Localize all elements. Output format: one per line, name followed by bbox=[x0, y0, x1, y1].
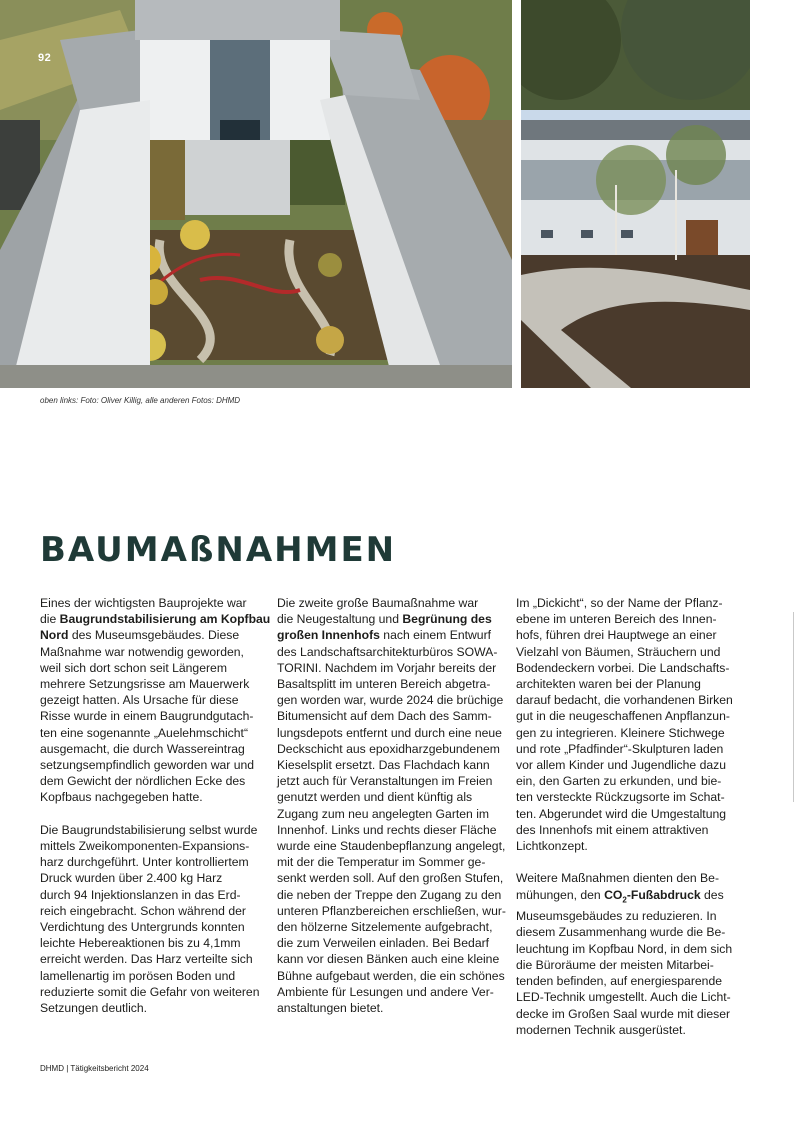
text-line: genutzt werden und dient künftig als bbox=[277, 790, 473, 805]
text-line: und rote „Pfadfinder“-Skulpturen laden bbox=[516, 741, 724, 756]
text-line: gezeigt hatten. Als Ursache für diese bbox=[40, 693, 239, 708]
text-line bbox=[277, 611, 505, 627]
garden-photo bbox=[521, 0, 750, 388]
bold-term: -Fußabdruck bbox=[626, 887, 701, 902]
text-line: decke im Großen Saal wurde mit dieser bbox=[516, 1006, 731, 1021]
text-column-2 bbox=[277, 595, 505, 1032]
text-line: Kieselsplit ersetzt. Das Flachdach kann bbox=[277, 758, 490, 773]
text-line: ten versteckte Rückzugsorte im Schat- bbox=[516, 790, 725, 805]
paragraph bbox=[40, 595, 271, 806]
text-column-1 bbox=[40, 595, 271, 1032]
text-line: wurde eine Staudenbepflanzung angelegt, bbox=[277, 839, 506, 854]
paragraph bbox=[516, 595, 752, 854]
bold-term: großen Innenhofs bbox=[277, 628, 380, 643]
photo-credit: oben links: Foto: Oliver Killig, alle anderen Fotos: DHMD bbox=[40, 396, 241, 405]
bold-term: Nord bbox=[40, 628, 69, 643]
text-line: Deckschicht aus epoxidharzgebundenem bbox=[277, 741, 500, 756]
text-line: gut in die neugeschaffenen Anpflanzun- bbox=[516, 709, 730, 724]
text-line: dem Gewicht der nördlichen Ecke des bbox=[40, 774, 246, 789]
text-line: Vielzahl von Bäumen, Sträuchern und bbox=[516, 644, 721, 659]
text-line: darauf bedacht, die vorhandenen Birken bbox=[516, 693, 733, 708]
text-column-3 bbox=[516, 595, 752, 1054]
text-line: gen zu integrieren. Kleinere Stichwege bbox=[516, 725, 725, 740]
bold-term: Baugrundstabilisierung am Kopfbau bbox=[59, 612, 271, 627]
paragraph bbox=[277, 595, 505, 1016]
text-line: Risse wurde in einem Baugrundgutach- bbox=[40, 709, 254, 724]
paragraph bbox=[40, 822, 268, 1016]
text-line: harz durchgeführt. Unter kontrolliertem bbox=[40, 855, 249, 870]
bold-term: CO bbox=[604, 887, 623, 902]
subscript: 2 bbox=[622, 895, 627, 905]
text-line: Maßnahme war notwendig geworden, bbox=[40, 644, 244, 659]
text-line: Bodendeckern vorbei. Die Landschafts- bbox=[516, 660, 730, 675]
text-line: Bühne aufgebaut werden, die ein schönes bbox=[277, 968, 505, 983]
text-line: des Landschaftsarchitekturbüros SOWA- bbox=[277, 644, 498, 659]
text-line: anstaltungen bietet. bbox=[277, 1001, 384, 1016]
text-line: den hölzerne Sitzelemente aufgebracht, bbox=[277, 920, 493, 935]
text-line: die Büroräume der meisten Mitarbei- bbox=[516, 957, 714, 972]
text-line: leuchtung im Kopfbau Nord, in dem sich bbox=[516, 941, 733, 956]
text-line: jetzt auch für Veranstaltungen im Freien bbox=[277, 774, 493, 789]
text-line: leichte Hebereaktionen bis zu 4,1mm bbox=[40, 936, 241, 951]
text-line: Kopfbaus nachgegeben hatte. bbox=[40, 790, 203, 805]
text-line: ein, den Garten zu erkunden, und bie- bbox=[516, 774, 722, 789]
aerial-courtyard-photo bbox=[0, 0, 512, 388]
text-line: mittels Zweikomponenten-Expansions- bbox=[40, 839, 250, 854]
text-line: TORINI. Nachdem im Vorjahr bereits der bbox=[277, 660, 497, 675]
text-line: die zum Verweilen einladen. Bei Bedarf bbox=[277, 936, 490, 951]
text-line: Weitere Maßnahmen dienten den Be- bbox=[516, 871, 720, 886]
text-line: diesem Zusammenhang wurde die Be- bbox=[516, 925, 726, 940]
text-run: mühungen, den bbox=[516, 887, 605, 902]
text-line: LED-Technik umgestellt. Auch die Licht- bbox=[516, 990, 731, 1005]
text-run: die bbox=[40, 612, 60, 627]
text-line: unteren Pflanzbereichen erschließen, wur- bbox=[277, 903, 506, 918]
text-line: vor allem Kinder und Jugendliche dazu bbox=[516, 758, 727, 773]
text-line: die neben der Treppe den Zugang zu den bbox=[277, 887, 502, 902]
text-line: durch 94 Injektionslanzen in das Erd- bbox=[40, 887, 241, 902]
text-line: ten. Abgerundet wird die Umgestaltung bbox=[516, 806, 727, 821]
text-line: Im „Dickicht“, so der Name der Pflanz- bbox=[516, 596, 723, 610]
text-line: lamellenartig im porösen Boden und bbox=[40, 968, 236, 983]
text-line: mehrere Setzungsrisse am Mauerwerk bbox=[40, 677, 250, 692]
text-line: lungsdepots entfernt und durch eine neue bbox=[277, 725, 502, 740]
text-run: des bbox=[700, 887, 724, 902]
page-footer: DHMD | Tätigkeitsbericht 2024 bbox=[40, 1064, 149, 1073]
text-line: reduzierte somit die Gefahr von weiteren bbox=[40, 984, 260, 999]
text-line: setzungsempfindlich geworden war und bbox=[40, 758, 255, 773]
page-number: 92 bbox=[38, 52, 52, 64]
text-line: Lichtkonzept. bbox=[516, 839, 588, 854]
text-line: ten eine sogenannte „Auelehmschicht“ bbox=[40, 725, 248, 740]
text-line: Verdichtung des Untergrunds konnten bbox=[40, 920, 245, 935]
bold-term: Begrünung des bbox=[402, 612, 492, 627]
text-line: Eines der wichtigsten Bauprojekte war bbox=[40, 596, 247, 610]
text-line: Die Baugrundstabilisierung selbst wurde bbox=[40, 822, 258, 837]
text-line bbox=[277, 627, 505, 643]
paragraph bbox=[516, 870, 752, 1037]
text-line bbox=[40, 611, 271, 627]
text-line: tenden befinden, auf energiesparende bbox=[516, 974, 723, 989]
text-line: erreicht werden. Das Harz verteilte sich bbox=[40, 952, 253, 967]
text-line: ausgemacht, die durch Wassereintrag bbox=[40, 741, 245, 756]
text-line: gen worden war, wurde 2024 die brüchige bbox=[277, 693, 504, 708]
text-line: Museumsgebäudes zu reduzieren. In bbox=[516, 909, 717, 924]
text-line: reich eingebracht. Schon während der bbox=[40, 903, 246, 918]
text-line: Bitumensicht auf dem Dach des Samm- bbox=[277, 709, 492, 724]
text-run: des Museumsgebäudes. Diese bbox=[68, 628, 240, 643]
text-run: nach einem Entwurf bbox=[379, 628, 492, 643]
text-line: modernen Technik ausgerüstet. bbox=[516, 1022, 686, 1037]
text-line: mit der die Temperatur im Sommer ge- bbox=[277, 855, 486, 870]
text-line: architekten waren bei der Planung bbox=[516, 677, 701, 692]
text-line: Ambiente für Lesungen und andere Ver- bbox=[277, 984, 494, 999]
page-title: BAUMAßNAHMEN bbox=[40, 530, 397, 570]
text-line bbox=[40, 627, 268, 643]
text-line: des Innenhofs mit einem attraktiven bbox=[516, 822, 709, 837]
text-line: hofs, führen drei Hauptwege an einer bbox=[516, 628, 717, 643]
text-line bbox=[516, 887, 752, 909]
text-line: Zugang zum neu angelegten Garten im bbox=[277, 806, 490, 821]
text-line: Setzungen deutlich. bbox=[40, 1001, 148, 1016]
text-line: Die zweite große Baumaßnahme war bbox=[277, 596, 479, 610]
text-line: weil sich dort schon seit Längerem bbox=[40, 660, 227, 675]
text-line: Basaltsplitt im unteren Bereich abgetra- bbox=[277, 677, 491, 692]
text-line: senkt werden soll. Auf den großen Stufen, bbox=[277, 871, 504, 886]
text-line: ebene im unteren Bereich des Innen- bbox=[516, 612, 717, 627]
text-line: Innenhof. Links und rechts dieser Fläche bbox=[277, 822, 497, 837]
text-run: die Neugestaltung und bbox=[277, 612, 403, 627]
text-line: kann vor diesen Bänken auch eine kleine bbox=[277, 952, 500, 967]
text-line: Druck wurden über 2.400 kg Harz bbox=[40, 871, 223, 886]
